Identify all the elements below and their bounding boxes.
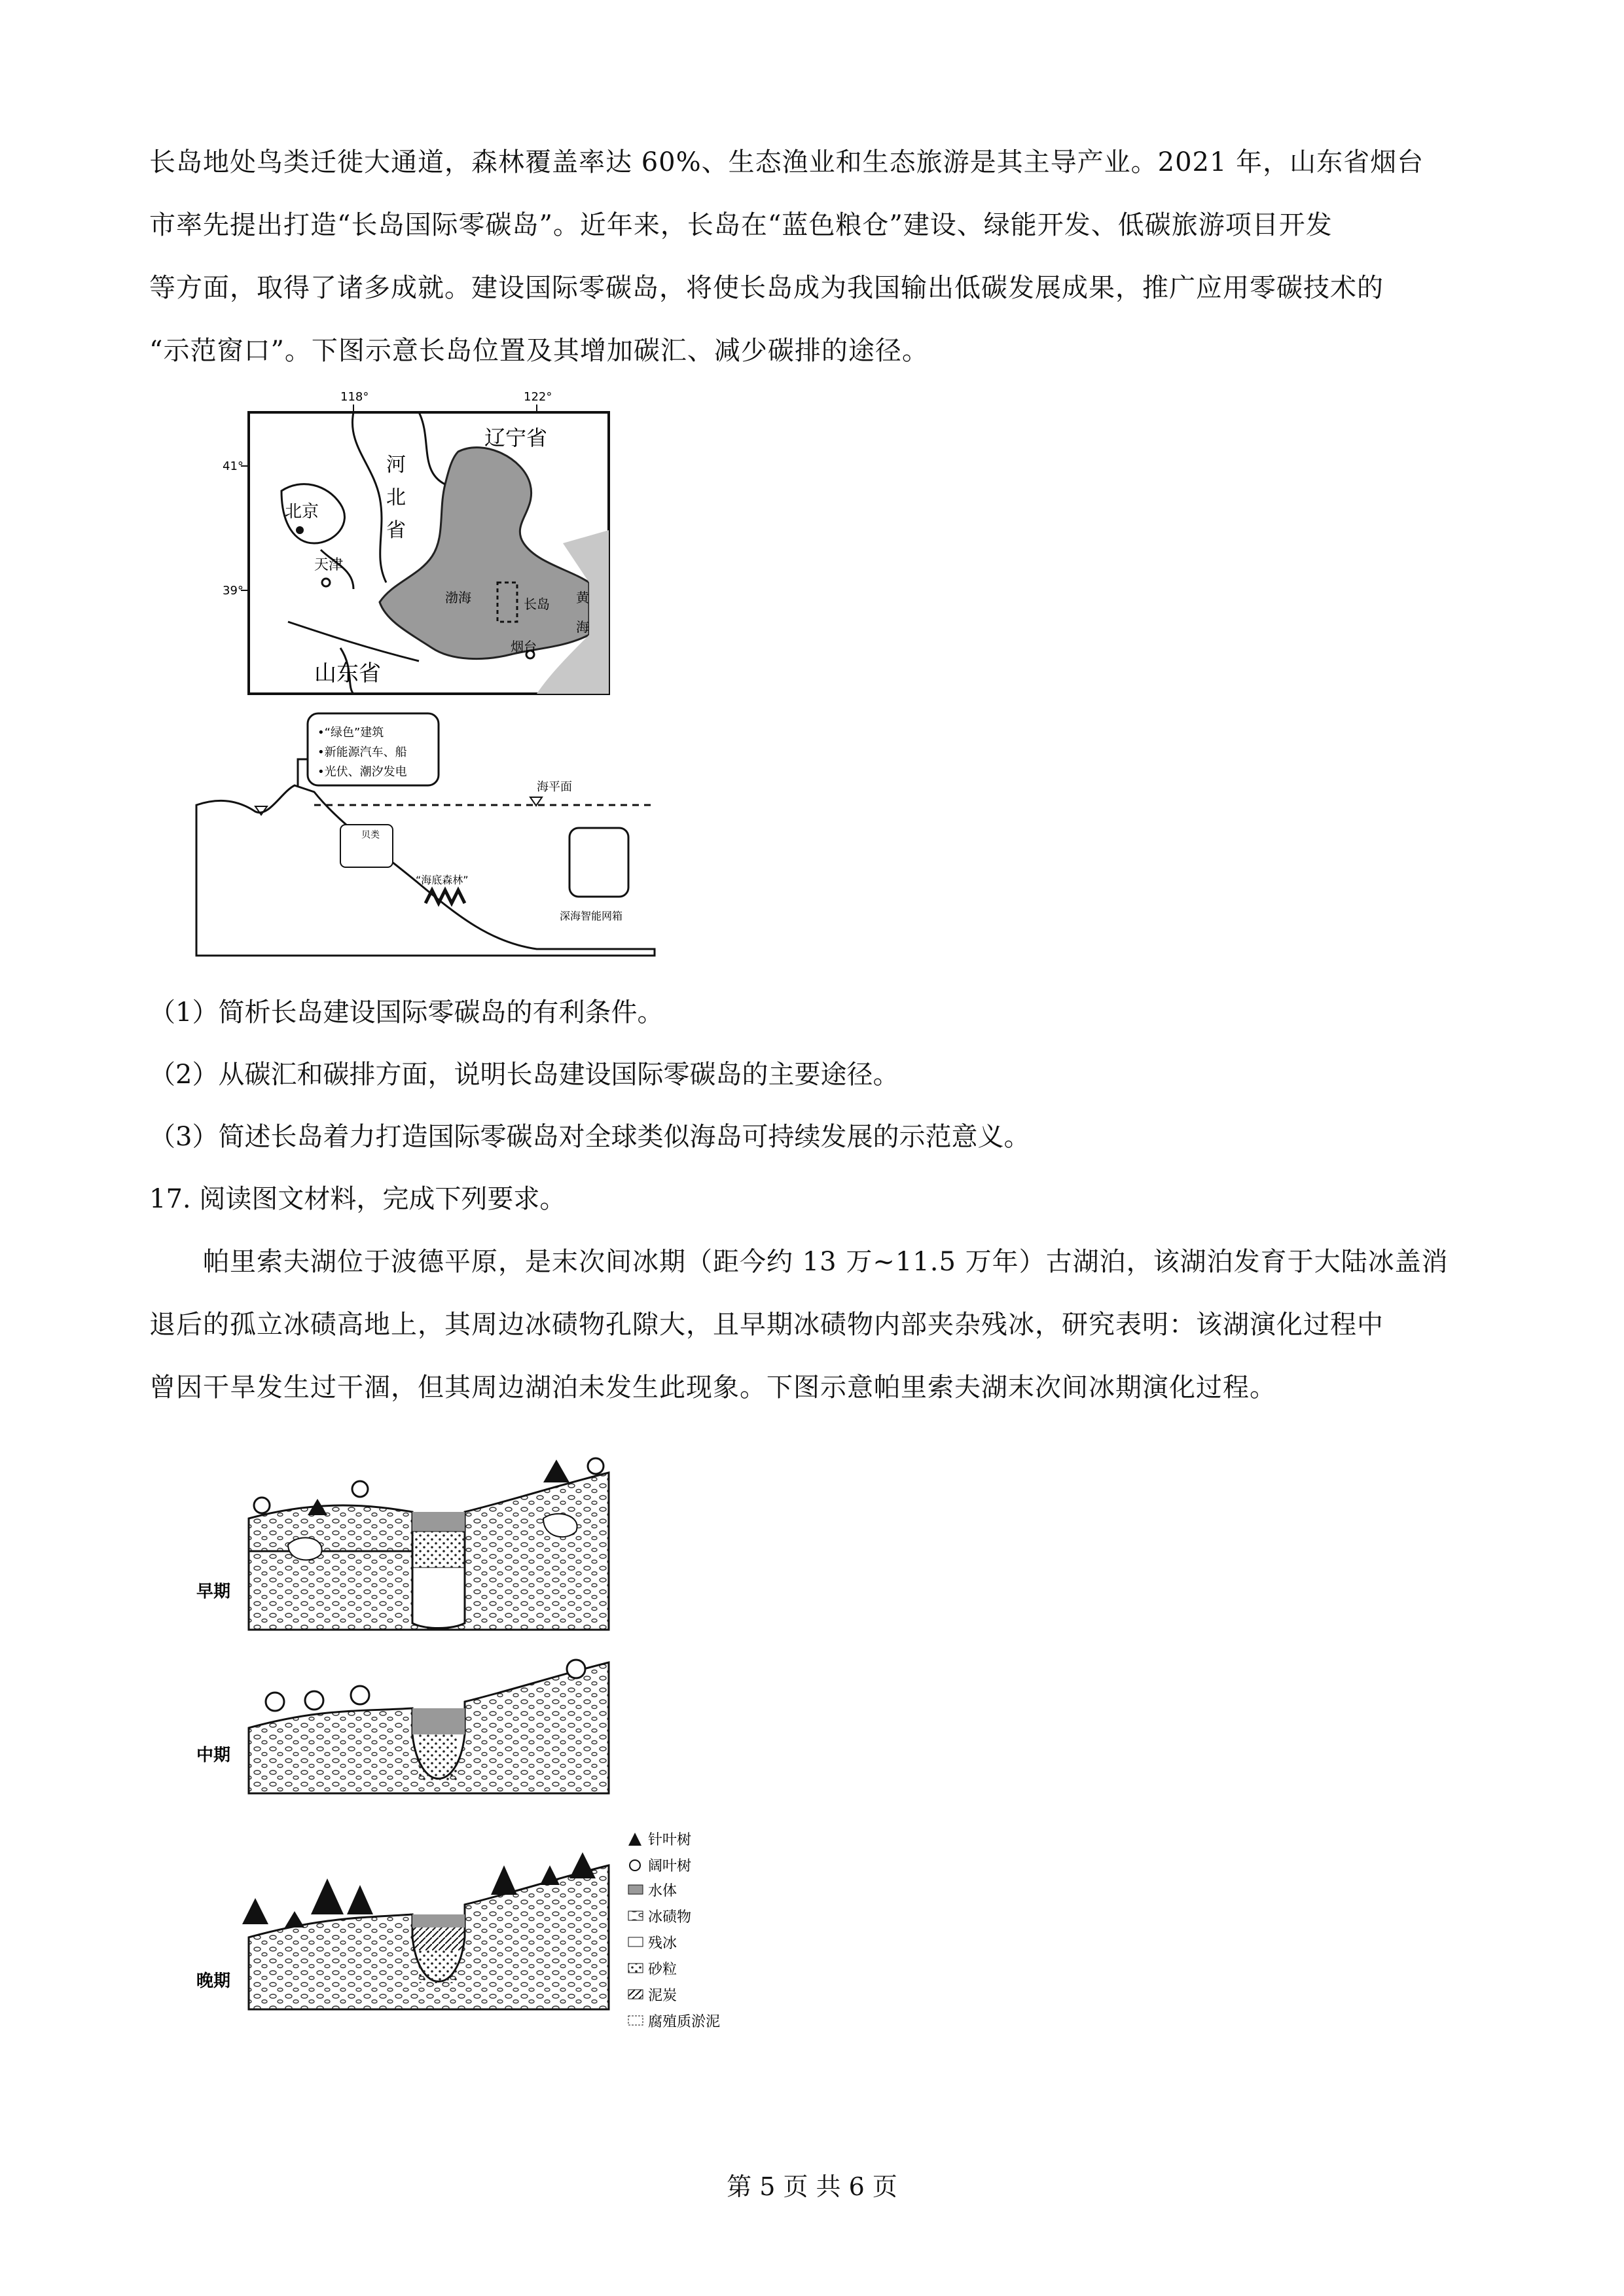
cage-label: 深海智能网箱 xyxy=(560,910,623,922)
legend xyxy=(628,1832,720,2030)
label-bohai: 渤海 xyxy=(445,590,471,605)
label-huanghai: 海 xyxy=(576,619,589,635)
box-line: •新能源汽车、船 xyxy=(317,745,407,759)
legend-sand: 砂粒 xyxy=(648,1962,677,1978)
lon-label: 118° xyxy=(340,390,369,404)
lat-label: 41° xyxy=(223,459,244,473)
label-tianjin: 天津 xyxy=(314,557,344,573)
label-liaoning: 辽宁省 xyxy=(484,425,548,450)
label-shandong: 山东省 xyxy=(314,660,381,687)
page-footer: 第 5 页 共 6 页 xyxy=(727,2172,897,2201)
passage-line: 退后的孤立冰碛高地上，其周边冰碛物孔隙大，且早期冰碛物内部夹杂残冰，研究表明：该湖演化过程中 xyxy=(149,1310,1384,1340)
lon-label: 122° xyxy=(524,390,552,404)
passage-line: 市率先提出打造“长岛国际零碳岛”。近年来，长岛在“蓝色粮仓”建设、绿能开发、低碳旅游项目开发 xyxy=(149,210,1333,240)
kelp-label: “海底森林” xyxy=(416,874,469,886)
question: （3）简述长岛着力打造国际零碳岛对全球类似海岛可持续发展的示范意义。 xyxy=(149,1122,1030,1152)
passage-line: 帕里索夫湖位于波德平原，是末次间冰期（距今约 13 万~11.5 万年）古湖泊，该湖泊发育于大陆冰盖消 xyxy=(203,1247,1449,1277)
carbon-profile-diagram xyxy=(190,707,661,969)
changdao-location-map xyxy=(223,386,628,713)
question-17-title: 17. 阅读图文材料，完成下列要求。 xyxy=(149,1184,566,1214)
box-line: •“绿色”建筑 xyxy=(317,726,384,740)
lat-label: 39° xyxy=(223,584,244,598)
label-changdao: 长岛 xyxy=(524,596,550,612)
box-line: •光伏、潮汐发电 xyxy=(317,765,407,779)
lake-evolution-diagram xyxy=(190,1446,766,2068)
legend-peat: 泥炭 xyxy=(648,1988,677,2004)
legend-water: 水体 xyxy=(648,1883,677,1899)
passage-line: “示范窗口”。下图示意长岛位置及其增加碳汇、减少碳排的途径。 xyxy=(149,336,929,366)
stage-label-late: 晚期 xyxy=(196,1971,231,1991)
stage-label-middle: 中期 xyxy=(196,1746,231,1765)
legend-broadleaf: 阔叶树 xyxy=(648,1858,692,1874)
label-yantai: 烟台 xyxy=(511,639,537,655)
passage-line: 曾因干旱发生过干涸，但其周边湖泊未发生此现象。下图示意帕里索夫湖末次间冰期演化过程。 xyxy=(149,1372,1276,1403)
label-hebei: 北 xyxy=(386,486,406,509)
question: （1）简析长岛建设国际零碳岛的有利条件。 xyxy=(149,997,664,1028)
legend-till: 冰碛物 xyxy=(648,1909,692,1926)
label-hebei: 省 xyxy=(386,519,406,542)
label-beijing: 北京 xyxy=(285,502,319,522)
passage-line: 等方面，取得了诸多成就。建设国际零碳岛，将使长岛成为我国输出低碳发展成果，推广应用零碳技术的 xyxy=(149,273,1384,303)
legend-residual-ice: 残冰 xyxy=(648,1935,677,1952)
question: （2）从碳汇和碳排方面，说明长岛建设国际零碳岛的主要途径。 xyxy=(149,1060,899,1090)
stage-label-early: 早期 xyxy=(196,1582,231,1602)
legend-conifer: 针叶树 xyxy=(648,1832,692,1848)
legend-humus-mud: 腐殖质淤泥 xyxy=(648,2014,721,2030)
middle-stage xyxy=(196,1660,609,1793)
shell-label: 贝类 xyxy=(361,830,380,840)
passage-line: 长岛地处鸟类迁徙大通道，森林覆盖率达 60%、生态渔业和生态旅游是其主导产业。2021 年，山东省烟台 xyxy=(149,147,1424,177)
early-stage xyxy=(196,1458,609,1630)
late-stage xyxy=(196,1852,609,2009)
sea-level-label: 海平面 xyxy=(537,780,572,794)
label-hebei: 河 xyxy=(386,454,406,476)
label-huanghai: 黄 xyxy=(576,590,589,605)
